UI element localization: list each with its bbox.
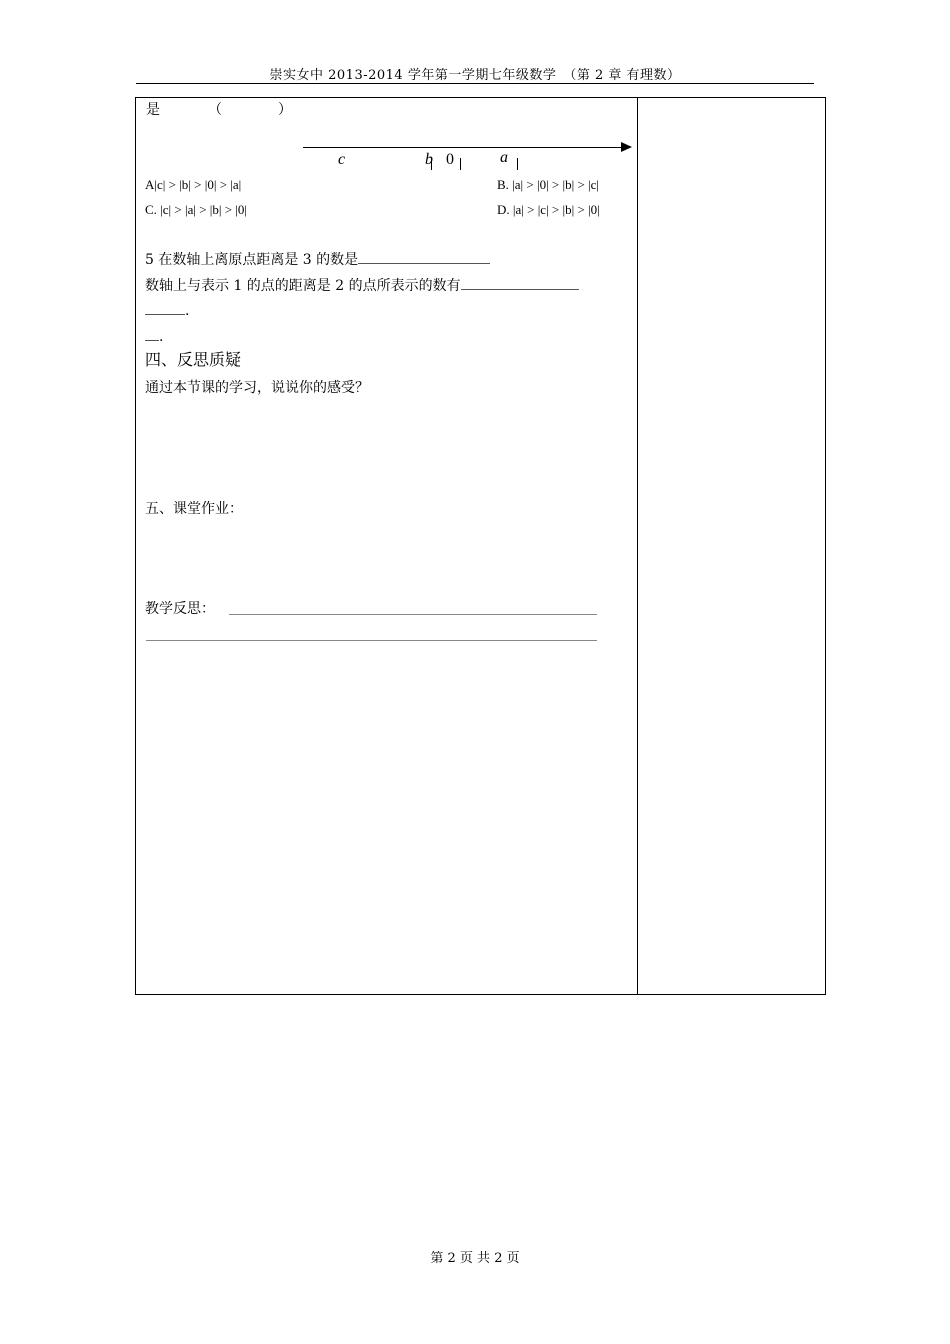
question4-answer-paren: （ ） [208, 102, 292, 118]
question5-tail2: . [159, 329, 164, 345]
page-header: 崇实女中 2013-2014 学年第一学期七年级数学 （第 2 章 有理数） [269, 68, 681, 83]
option-d-expr: |a| > |c| > |b| > |0| [512, 202, 600, 217]
number-line-label-b: b [425, 151, 433, 168]
reflection-line[interactable] [146, 640, 597, 641]
number-line-label-a: a [500, 149, 508, 166]
answer-blank[interactable] [145, 302, 185, 315]
number-line-tick-zero [460, 158, 461, 170]
question5-line1 [145, 251, 490, 269]
question5-line3 [145, 302, 189, 320]
option-c-expr: |c| > |a| > |b| > |0| [160, 202, 248, 217]
option-c-label: C. [145, 202, 157, 217]
header-rule [136, 83, 814, 84]
question5-line4 [145, 328, 163, 346]
option-b[interactable] [497, 176, 599, 194]
question5-line2-text: 数轴上与表示 1 的点的距离是 2 的点所表示的数有 [145, 278, 461, 294]
arrow-right-icon [621, 142, 632, 152]
number-line-tick-a [517, 158, 518, 170]
answer-blank[interactable] [358, 251, 490, 264]
option-a[interactable] [145, 176, 241, 194]
option-a-label: A [145, 177, 155, 192]
question5-line2 [145, 277, 579, 295]
column-divider [637, 97, 638, 995]
page-footer: 第 2 页 共 2 页 [430, 1251, 520, 1266]
section4-heading: 四、反思质疑 [145, 350, 242, 369]
answer-blank[interactable] [461, 277, 579, 290]
section5-heading: 五、课堂作业： [145, 501, 243, 517]
option-b-label: B. [497, 177, 509, 192]
option-c[interactable] [145, 201, 247, 219]
number-line-label-c: c [338, 151, 346, 168]
question5-tail1: . [185, 303, 190, 319]
number-line-axis [303, 147, 625, 148]
option-d-label: D. [497, 202, 510, 217]
reflection-label: 教学反思： [145, 601, 215, 617]
option-d[interactable] [497, 201, 600, 219]
reflection-line[interactable] [229, 614, 597, 615]
question5-text: 5 在数轴上离原点距离是 3 的数是 [145, 252, 359, 268]
section4-prompt: 通过本节课的学习，说说你的感受？ [145, 380, 369, 396]
answer-blank[interactable] [145, 328, 159, 341]
question4-stem-end: 是 [146, 102, 160, 118]
option-b-expr: |a| > |0| > |b| > |c| [512, 177, 600, 192]
number-line-label-zero: 0 [446, 151, 454, 168]
option-a-expr: |c| > |b| > |0| > |a| [154, 177, 242, 192]
number-line-tick-b [431, 158, 432, 170]
content-table [135, 97, 826, 995]
